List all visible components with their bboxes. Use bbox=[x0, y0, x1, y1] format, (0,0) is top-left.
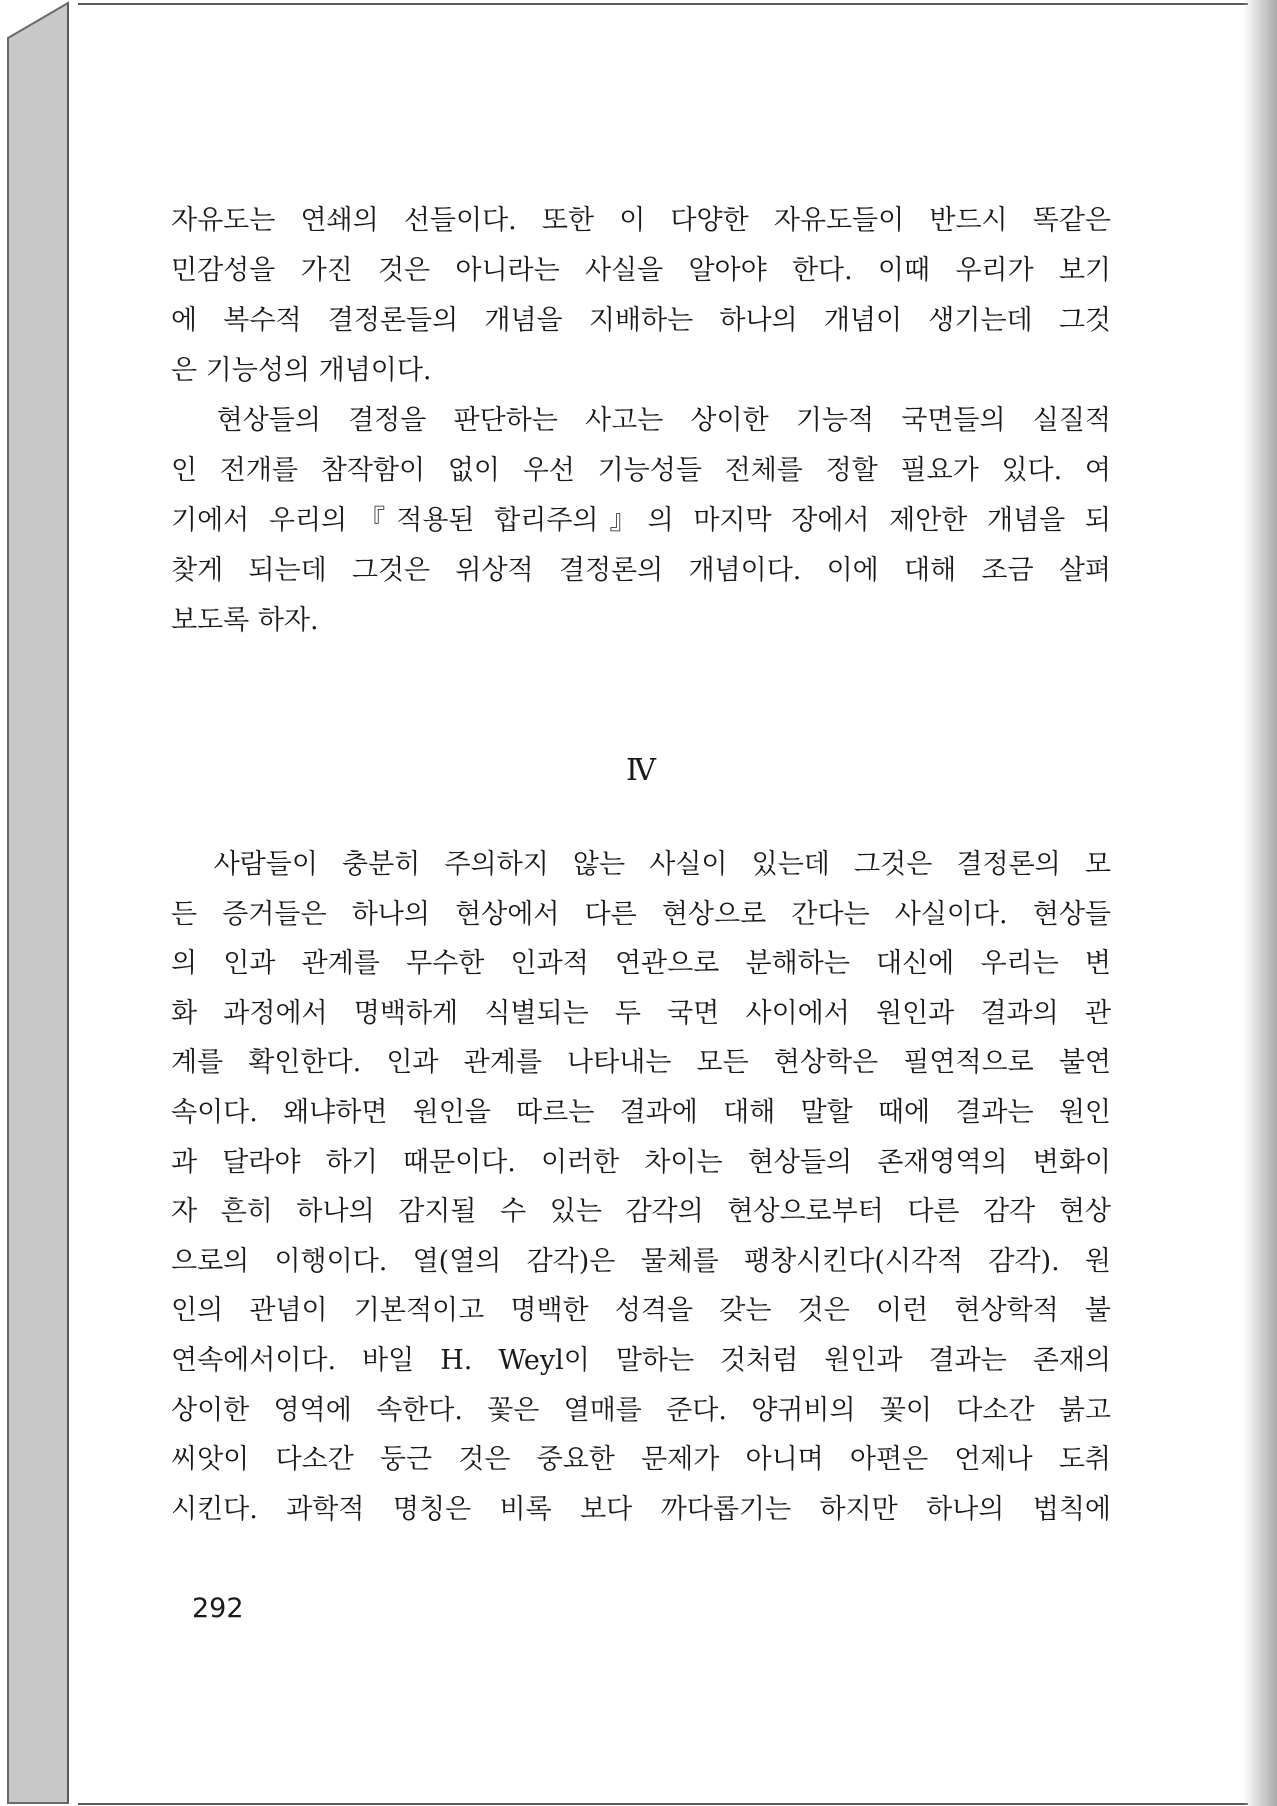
text-line: 시킨다. 과학적 명칭은 비록 보다 까다롭기는 하지만 하나의 법칙에 bbox=[171, 1493, 1111, 1525]
text-line: 계를 확인한다. 인과 관계를 나타내는 모든 현상학은 필연적으로 불연 bbox=[171, 1047, 1111, 1079]
text-line: 의 인과 관계를 무수한 인과적 연관으로 분해하는 대신에 우리는 변 bbox=[171, 948, 1111, 980]
text-line: 과 달라야 하기 때문이다. 이러한 차이는 현상들의 존재영역의 변화이 bbox=[171, 1146, 1111, 1178]
text-line: 화 과정에서 명백하게 식별되는 두 국면 사이에서 원인과 결과의 관 bbox=[171, 997, 1111, 1029]
text-line: 에 복수적 결정론들의 개념을 지배하는 하나의 개념이 생기는데 그것 bbox=[171, 305, 1111, 336]
text-line: 속이다. 왜냐하면 원인을 따르는 결과에 대해 말할 때에 결과는 원인 bbox=[171, 1096, 1111, 1128]
text-line: 자 흔히 하나의 감지될 수 있는 감각의 현상으로부터 다른 감각 현상 bbox=[171, 1196, 1111, 1228]
text-line: 민감성을 가진 것은 아니라는 사실을 알아야 한다. 이때 우리가 보기 bbox=[171, 255, 1111, 286]
text-line: 사람들이 충분히 주의하지 않는 사실이 있는데 그것은 결정론의 모 bbox=[171, 849, 1111, 880]
text-line: 기에서 우리의『적용된 합리주의』의 마지막 장에서 제안한 개념을 되 bbox=[171, 505, 1111, 536]
section-heading: Ⅳ bbox=[626, 753, 656, 788]
book-spine bbox=[0, 0, 80, 1806]
text-line: 보도록 하자. bbox=[171, 605, 319, 636]
text-line: 상이한 영역에 속한다. 꽃은 열매를 준다. 양귀비의 꽃이 다소간 붉고 bbox=[171, 1394, 1111, 1426]
page-number: 292 bbox=[192, 1593, 244, 1624]
text-line: 찾게 되는데 그것은 위상적 결정론의 개념이다. 이에 대해 조금 살펴 bbox=[171, 555, 1111, 586]
text-line: 씨앗이 다소간 둥근 것은 중요한 문제가 아니며 아편은 언제나 도취 bbox=[171, 1444, 1111, 1476]
text-line: 든 증거들은 하나의 현상에서 다른 현상으로 간다는 사실이다. 현상들 bbox=[171, 898, 1111, 930]
text-line: 현상들의 결정을 판단하는 사고는 상이한 기능적 국면들의 실질적 bbox=[171, 405, 1111, 436]
paragraph-block-1 bbox=[171, 196, 1111, 646]
text-line: 인 전개를 참작함이 없이 우선 기능성들 전체를 정할 필요가 있다. 여 bbox=[171, 455, 1111, 486]
page-edge-shadow bbox=[1243, 0, 1277, 1806]
paragraph-block-2 bbox=[171, 840, 1111, 1534]
text-line: 으로의 이행이다. 열(열의 감각)은 물체를 팽창시킨다(시각적 감각). 원 bbox=[171, 1245, 1111, 1277]
text-line: 연속에서이다. 바일 H. Weyl이 말하는 것처럼 원인과 결과는 존재의 bbox=[171, 1344, 1111, 1376]
text-line: 은 기능성의 개념이다. bbox=[171, 355, 432, 386]
text-line: 인의 관념이 기본적이고 명백한 성격을 갖는 것은 이런 현상학적 불 bbox=[171, 1295, 1111, 1327]
text-line: 자유도는 연쇄의 선들이다. 또한 이 다양한 자유도들이 반드시 똑같은 bbox=[171, 205, 1111, 236]
